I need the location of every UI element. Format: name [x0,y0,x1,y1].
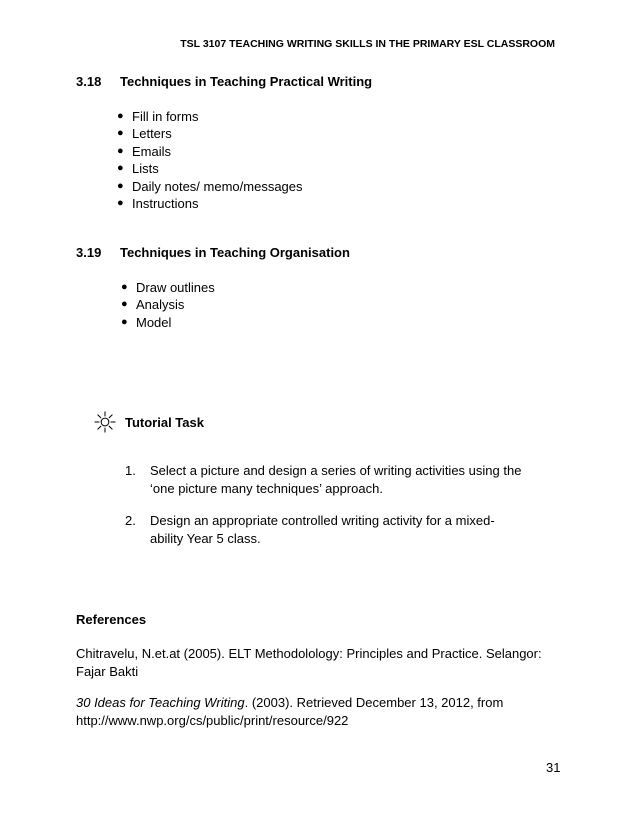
task-item [125,462,525,498]
reference-title: 30 Ideas for Teaching Writing [76,695,245,710]
bullet-icon: ● [121,315,128,328]
bullet-icon: ● [117,179,124,192]
page-number: 31 [546,760,561,775]
task-number: 2. [125,513,136,528]
organisation-list [121,279,215,331]
bullet-icon: ● [117,127,124,140]
section-number: 3.19 [76,245,102,260]
list-item: ● Draw outlines [121,280,215,295]
reference-entry: Chitravelu, N.et.at (2005). ELT Methodolology: Principles and Practice. Selangor: Fajar Bakti [76,646,542,679]
list-item: ● Analysis [121,297,185,313]
list-item: ● Instructions [117,195,199,211]
list-item: ● Emails [117,143,172,159]
section-title: Techniques in Teaching Organisation [120,245,350,260]
task-text: Design an appropriate controlled writing activity for a mixed-ability Year 5 class. [150,513,495,546]
section-heading-3-18 [76,74,372,89]
task-item [125,512,525,548]
reference-details: . (2003). Retrieved December 13, 2012, from http://www.nwp.org/cs/public/print/resource/922 [76,695,504,728]
task-text: Select a picture and design a series of writing activities using the ‘one picture many techniques’ approach. [150,463,522,496]
practical-writing-list [117,108,303,212]
bullet-icon: ● [117,144,124,157]
references-heading: References [76,612,147,627]
bullet-icon: ● [117,196,124,209]
tutorial-title: Tutorial Task [125,414,204,430]
list-item: ● Daily notes/ memo/messages [117,178,303,194]
bullet-icon: ● [117,162,124,175]
tutorial-heading [94,410,204,434]
section-number: 3.18 [76,74,102,89]
section-title: Techniques in Teaching Practical Writing [120,74,373,89]
list-item: ● Fill in forms [117,109,199,124]
list-item: ● Model [121,314,172,330]
running-header: TSL 3107 TEACHING WRITING SKILLS IN THE PRIMARY ESL CLASSROOM [180,38,555,50]
list-item: ● Lists [117,161,159,177]
list-item: ● Letters [117,126,172,142]
bullet-icon: ● [121,298,128,311]
bullet-icon: ● [117,110,124,122]
bullet-icon: ● [121,281,128,293]
reference-entry [76,694,566,730]
sun-icon [94,411,116,433]
task-number: 1. [125,463,136,478]
section-heading-3-19 [76,245,350,260]
